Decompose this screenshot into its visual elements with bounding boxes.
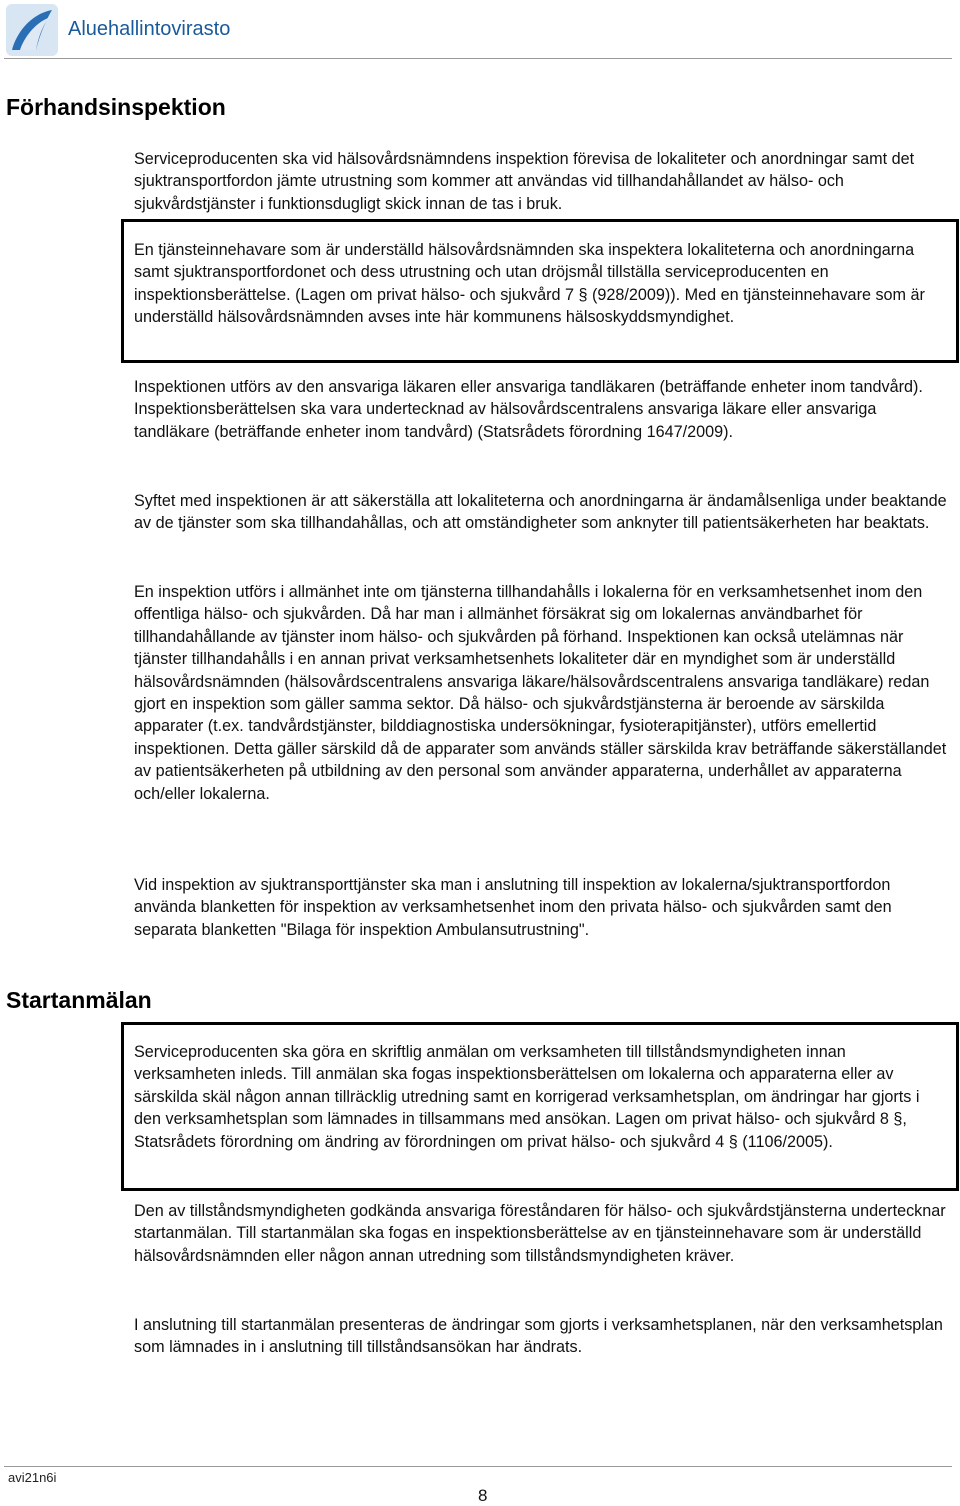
heading-start-notice: Startanmälan bbox=[6, 987, 152, 1013]
page-header bbox=[0, 0, 960, 60]
page-number: 8 bbox=[478, 1486, 488, 1505]
start-notice-paragraph-2: Den av tillståndsmyndigheten godkända ansvariga föreståndaren för hälso- och sjukvårdstjänsterna undertecknar startanmälan. Till startanmälan ska fogas en inspektionsberättelse av en tjänsteinnehavare som är underställd hälsovårdsnämnden eller någon annan utredning som tillståndsmyndigheten kräver. bbox=[134, 1202, 946, 1265]
pre-inspection-paragraph-1: Serviceproducenten ska vid hälsovårdsnämndens inspektion förevisa de lokaliteter och anordningar samt det sjuktransportfordon jämte utrustning som kommer att användas vid tillhandahållandet av hälso- och sjukvårdstjänster i funktionsdugligt skick innan de tas i bruk. bbox=[134, 150, 915, 213]
pre-inspection-paragraph-2: En tjänsteinnehavare som är underställd hälsovårdsnämnden ska inspektera lokaliteterna och anordningarna samt sjuktransportfordonet och dess utrustning och utan dröjsmål tillställa serviceproducenten en inspektionsberättelse. (Lagen om privat hälso- och sjukvård 7 § (928/2009)). Med en tjänsteinnehavare som är underställd hälsovårdsnämnden avses inte här kommunens hälsoskyddsmyndighet. bbox=[134, 241, 925, 327]
heading-pre-inspection: Förhandsinspektion bbox=[6, 94, 226, 120]
aluehallintovirasto-logo-icon bbox=[6, 4, 58, 56]
pre-inspection-paragraph-4: Syftet med inspektionen är att säkerställa att lokaliteterna och anordningarna är ändamålsenliga under beaktande av de tjänster som ska tillhandahållas, och att omständigheter som anknyter till patientsäkerheten har beaktats. bbox=[134, 492, 947, 533]
pre-inspection-paragraph-5: En inspektion utförs i allmänhet inte om tjänsterna tillhandahålls i lokalerna för en verksamhetsenhet inom den offentliga hälso- och sjukvården. Då har man i allmänhet försäkrat sig om lokalernas användbarhet för tillhandahållande av tjänster inom hälso- och sjukvården på förhand. Inspektionen kan också utelämnas när tjänster tillhandahålls i en annan privat verksamhetsenhets lokaliteter där en myndighet som är underställd hälsovårdsnämnden (hälsovårdscentralens ansvariga läkare/hälsovårdscentralens ansvariga tandläkare) redan gjort en inspektion som gäller samma sektor. Då hälso- och sjukvårdstjänsterna är beroende av särskilda apparater (t.ex. tandvårdstjänster, bilddiagnostiska undersökningar, fysioterapitjänster), utförs emellertid inspektionen. Detta gäller särskild då de apparater som används ställer särskilda krav beträffande säkerställandet av patientsäkerheten på utbildning av den personal som använder apparaterna, underhållet av apparaterna och/eller lokalerna. bbox=[134, 583, 947, 803]
pre-inspection-paragraph-3: Inspektionen utförs av den ansvariga läkaren eller ansvariga tandläkaren (beträffande enheter inom tandvård). Inspektionsberättelsen ska vara undertecknad av hälsovårdscentralens ansvariga läkare eller ansvariga tandläkare (beträffande enheter inom tandvård) (Statsrådets förordning 1647/2009). bbox=[134, 378, 923, 441]
start-notice-paragraph-3: I anslutning till startanmälan presenteras de ändringar som gjorts i verksamhetsplanen, när den verksamhetsplan som lämnades in i anslutning till tillståndsansökan har ändrats. bbox=[134, 1316, 943, 1357]
pre-inspection-paragraph-6: Vid inspektion av sjuktransporttjänster ska man i anslutning till inspektion av lokalerna/sjuktransportfordon använda blanketten för inspektion av verksamhetsenhet inom den privata hälso- och sjukvården samt den separata blanketten "Bilaga för inspektion Ambulansutrustning". bbox=[134, 876, 892, 939]
footer-divider bbox=[4, 1466, 952, 1467]
brand-name: Aluehallintovirasto bbox=[68, 18, 231, 40]
document-code: avi21n6i bbox=[8, 1470, 57, 1485]
start-notice-paragraph-1: Serviceproducenten ska göra en skriftlig anmälan om verksamheten till tillståndsmyndigheten innan verksamheten inleds. Till anmälan ska fogas inspektionsberättelsen om lokalerna och apparaterna eller av särskilda skäl någon annan tillräcklig utredning samt en korrigerad verksamhetsplan, om ändringar har gjorts i den verksamhetsplan som lämnades in tillsammans med ansökan. Lagen om privat hälso- och sjukvård 8 §, Statsrådets förordning om ändring av förordningen om privat hälso- och sjukvård 4 § (1106/2005). bbox=[134, 1043, 920, 1151]
header-divider bbox=[4, 58, 952, 59]
